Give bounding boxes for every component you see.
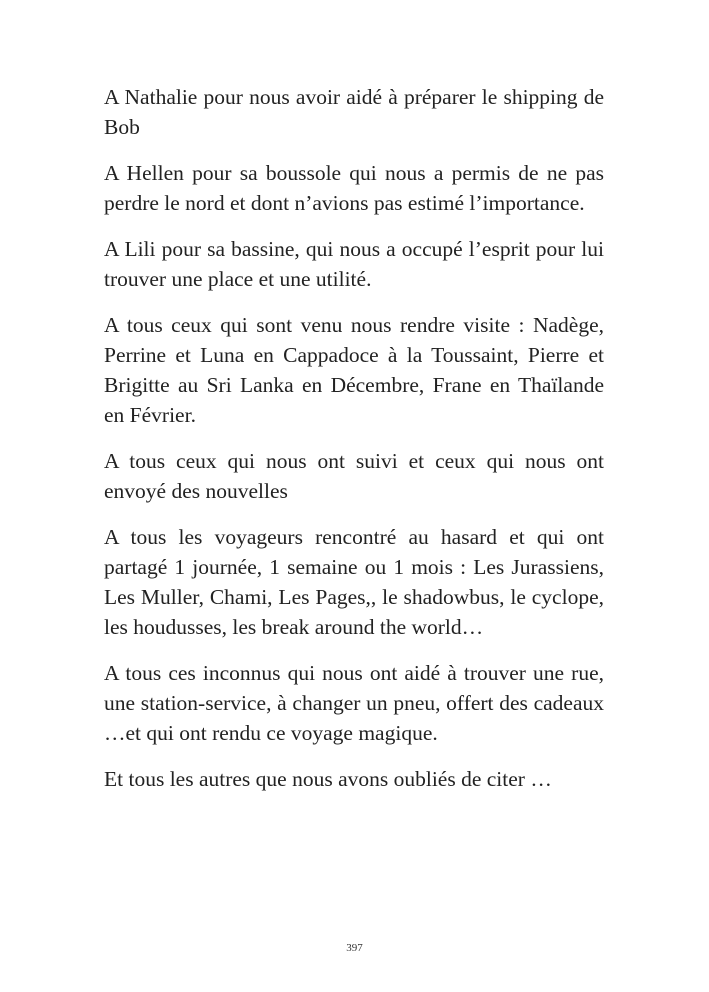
paragraph-others: Et tous les autres que nous avons oubliés de citer … xyxy=(104,767,552,791)
paragraph-followers: A tous ceux qui nous ont suivi et ceux qui nous ont envoyé des nouvelles xyxy=(104,449,604,503)
page-body xyxy=(104,82,604,794)
paragraph-lili: A Lili pour sa bassine, qui nous a occupé l’esprit pour lui trouver une place et une utilité. xyxy=(104,237,604,291)
paragraph-strangers: A tous ces inconnus qui nous ont aidé à trouver une rue, une station-service, à changer un pneu, offert des cadeaux …et qui ont rendu ce voyage magique. xyxy=(104,661,604,745)
page-number: 397 xyxy=(346,942,363,954)
paragraph-nathalie: A Nathalie pour nous avoir aidé à préparer le shipping de Bob xyxy=(104,85,604,139)
paragraph-hellen: A Hellen pour sa boussole qui nous a permis de ne pas perdre le nord et dont n’avions pas estimé l’importance. xyxy=(104,161,604,215)
paragraph-visitors: A tous ceux qui sont venu nous rendre visite : Nadège, Perrine et Luna en Cappadoce à la Toussaint, Pierre et Brigitte au Sri Lanka en Décembre, Frane en Thaïlande en Février. xyxy=(104,313,604,427)
paragraph-travelers: A tous les voyageurs rencontré au hasard et qui ont partagé 1 journée, 1 semaine ou 1 mois : Les Jurassiens, Les Muller, Chami, Les Pages,, le shadowbus, le cyclope, les houdusses, les break around the world… xyxy=(104,525,604,639)
